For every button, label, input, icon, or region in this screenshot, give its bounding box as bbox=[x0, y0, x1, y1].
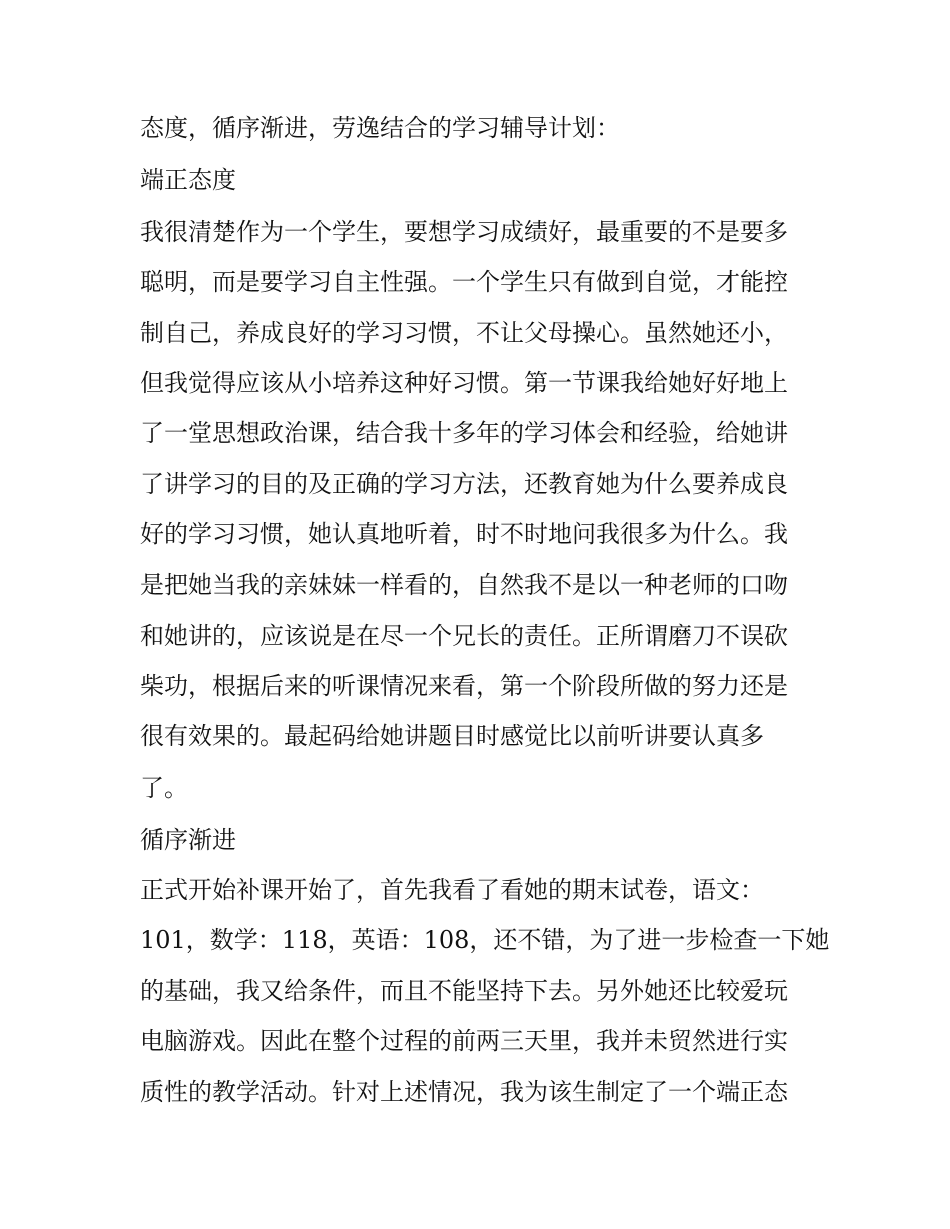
text-line: 是把她当我的亲妹妹一样看的，自然我不是以一种老师的口吻 bbox=[140, 571, 788, 599]
text-line: 和她讲的，应该说是在尽一个兄长的责任。正所谓磨刀不误砍 bbox=[140, 622, 788, 650]
text-line: 柴功，根据后来的听课情况来看，第一个阶段所做的努力还是 bbox=[140, 672, 788, 700]
text-line: 的基础，我又给条件，而且不能坚持下去。另外她还比较爱玩 bbox=[140, 977, 788, 1005]
text-line: 了。 bbox=[140, 774, 188, 802]
text-line: 好的学习习惯，她认真地听着，时不时地问我很多为什么。我 bbox=[140, 520, 788, 548]
text-line: 质性的教学活动。针对上述情况，我为该生制定了一个端正态 bbox=[140, 1078, 788, 1106]
text-line: 电脑游戏。因此在整个过程的前两三天里，我并未贸然进行实 bbox=[140, 1027, 788, 1055]
text-line: 很有效果的。最起码给她讲题目时感觉比以前听讲要认真多 bbox=[140, 722, 764, 750]
text-line: 聪明，而是要学习自主性强。一个学生只有做到自觉，才能控 bbox=[140, 268, 788, 296]
text-line: 正式开始补课开始了，首先我看了看她的期末试卷，语文： bbox=[140, 876, 764, 904]
text-line: 了一堂思想政治课，结合我十多年的学习体会和经验，给她讲 bbox=[140, 419, 788, 447]
text-line: 制自己，养成良好的学习习惯，不让父母操心。虽然她还小， bbox=[140, 319, 788, 347]
text-line: 101，数学：118，英语：108，还不错，为了进一步检查一下她 bbox=[140, 926, 830, 954]
section-heading: 端正态度 bbox=[140, 166, 236, 194]
text-line: 我很清楚作为一个学生，要想学习成绩好，最重要的不是要多 bbox=[140, 218, 788, 246]
text-line: 了讲学习的目的及正确的学习方法，还教育她为什么要养成良 bbox=[140, 470, 788, 498]
text-line: 但我觉得应该从小培养这种好习惯。第一节课我给她好好地上 bbox=[140, 369, 788, 397]
text-line: 态度，循序渐进，劳逸结合的学习辅导计划： bbox=[140, 114, 620, 142]
section-heading: 循序渐进 bbox=[140, 826, 236, 854]
